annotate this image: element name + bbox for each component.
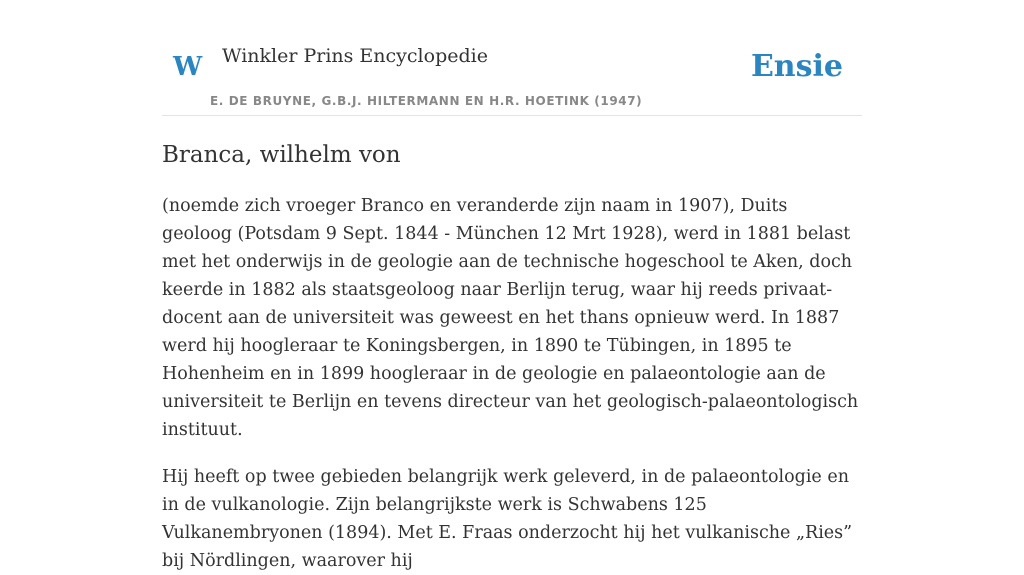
article-paragraph: (noemde zich vroeger Branco en veranderde zijn naam in 1907), Duits geoloog (Potsdam 9 Sept. 1844 - München 12 Mrt 1928), werd in 1881 belast met het onderwijs in de geologie aan de technische hogeschool te Aken, doch keerde in 1882 als staatsgeoloog naar Berlijn terug, waar hij reeds privaat-docent aan de universiteit was geweest en het thans opnieuw werd. In 1887 werd hij hoogleraar te Koningsbergen, in 1890 te Tübingen, in 1895 te Hohenheim en in 1899 hoogleraar in de geologie en palaeontologie aan de universiteit te Berlijn en tevens directeur van het geologisch-palaeontologisch instituut. [162, 196, 859, 440]
entry-title: Branca, wilhelm von [162, 142, 401, 168]
page-container [162, 0, 862, 575]
ensie-logo-link[interactable]: Ensie [750, 49, 843, 84]
winkler-prins-logo-icon: W [173, 52, 203, 82]
article-paragraph: Hij heeft op twee gebieden belangrijk werk geleverd, in de palaeontologie en in de vulkanologie. Zijn belangrijkste werk is Schwabens 125 Vulkanembryonen (1894). Met E. Fraas onderzocht hij het vulkanische „Ries” bij Nördlingen, waarover hij [162, 467, 853, 571]
source-authors: E. DE BRUYNE, G.B.J. HILTERMANN EN H.R. HOETINK (1947) [210, 94, 643, 108]
site-header [162, 0, 862, 116]
source-title[interactable]: Winkler Prins Encyclopedie [222, 45, 488, 67]
